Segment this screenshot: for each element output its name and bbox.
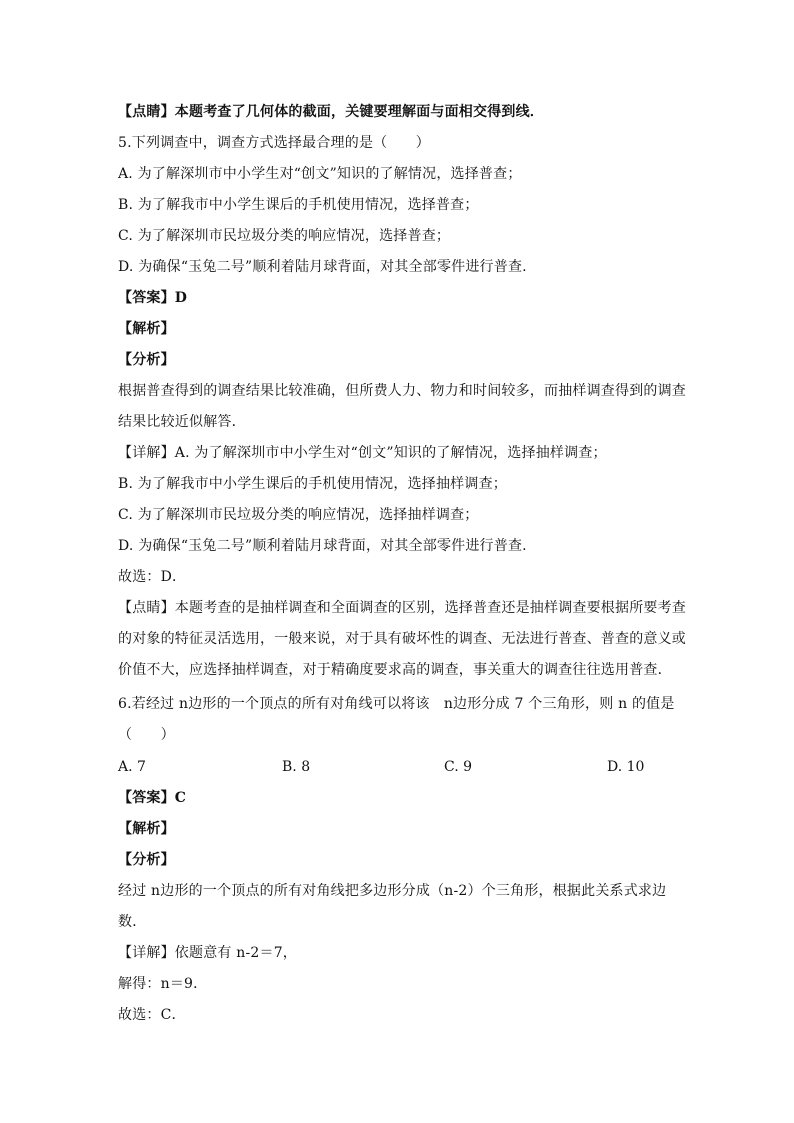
question-5-option-d: D. 为确保“玉兔二号”顺利着陆月球背面，对其全部零件进行普查. bbox=[118, 259, 527, 275]
choice-a: A. 7 bbox=[118, 759, 146, 775]
choice-c: C. 9 bbox=[444, 759, 473, 775]
detail-q5-a: 【详解】A. 为了解深圳市中小学生对“创文”知识的了解情况，选择抽样调查； bbox=[118, 445, 607, 461]
question-5-option-a: A. 为了解深圳市中小学生对“创文”知识的了解情况，选择普查； bbox=[118, 166, 522, 182]
answer-q6: 【答案】C bbox=[118, 790, 187, 806]
select-q6: 故选：C． bbox=[118, 1007, 186, 1023]
analysis-heading-q5: 【解析】 bbox=[118, 321, 175, 337]
solve-q6: 解得：n＝9． bbox=[118, 976, 208, 992]
fenxi-text-q5-line2: 结果比较近似解答． bbox=[118, 414, 246, 430]
fenxi-heading-q5: 【分析】 bbox=[118, 352, 175, 368]
note-q5-line3: 价值不大，应选择抽样调查，对于精确度要求高的调查，事关重大的调查往往选用普查． bbox=[118, 662, 672, 678]
fenxi-text-q6-line2: 数． bbox=[118, 914, 147, 930]
question-6-paren: （ ） bbox=[118, 727, 175, 743]
select-q5: 故选：D． bbox=[118, 569, 187, 585]
fenxi-heading-q6: 【分析】 bbox=[118, 852, 175, 868]
analysis-heading-q6: 【解析】 bbox=[118, 821, 175, 837]
question-5-option-b: B. 为了解我市中小学生课后的手机使用情况，选择普查； bbox=[118, 197, 479, 213]
note-q5-line1: 【点睛】本题考查的是抽样调查和全面调查的区别，选择普查还是抽样调查要根据所要考查 bbox=[118, 600, 686, 616]
detail-q5-c: C. 为了解深圳市民垃圾分类的响应情况，选择抽样调查； bbox=[118, 507, 479, 523]
choice-d: D. 10 bbox=[607, 759, 645, 775]
question-5-option-c: C. 为了解深圳市民垃圾分类的响应情况，选择普查； bbox=[118, 228, 451, 244]
detail-q5-d: D. 为确保“玉兔二号”顺利着陆月球背面，对其全部零件进行普查. bbox=[118, 538, 527, 554]
note-q5-line2: 的对象的特征灵活选用，一般来说，对于具有破坏性的调查、无法进行普查、普查的意义或 bbox=[118, 631, 686, 647]
question-6-stem: 6.若经过 n边形的一个顶点的所有对角线可以将该 n边形分成 7 个三角形，则 n 的值是 bbox=[118, 696, 675, 712]
fenxi-text-q5-line1: 根据普查得到的调查结果比较准确，但所费人力、物力和时间较多，而抽样调查得到的调查 bbox=[118, 383, 686, 399]
note-highlight-q4: 【点睛】本题考查了几何体的截面，关键要理解面与面相交得到线． bbox=[118, 104, 544, 120]
detail-q5-b: B. 为了解我市中小学生课后的手机使用情况，选择抽样调查； bbox=[118, 476, 507, 492]
question-5-stem: 5.下列调查中，调查方式选择最合理的是（ ） bbox=[118, 135, 430, 151]
fenxi-text-q6-line1: 经过 n边形的一个顶点的所有对角线把多边形分成（n-2）个三角形，根据此关系式求边 bbox=[118, 883, 667, 899]
choice-b: B. 8 bbox=[282, 759, 311, 775]
answer-q5: 【答案】D bbox=[118, 290, 188, 306]
detail-q6: 【详解】依题意有 n-2＝7， bbox=[118, 945, 298, 961]
